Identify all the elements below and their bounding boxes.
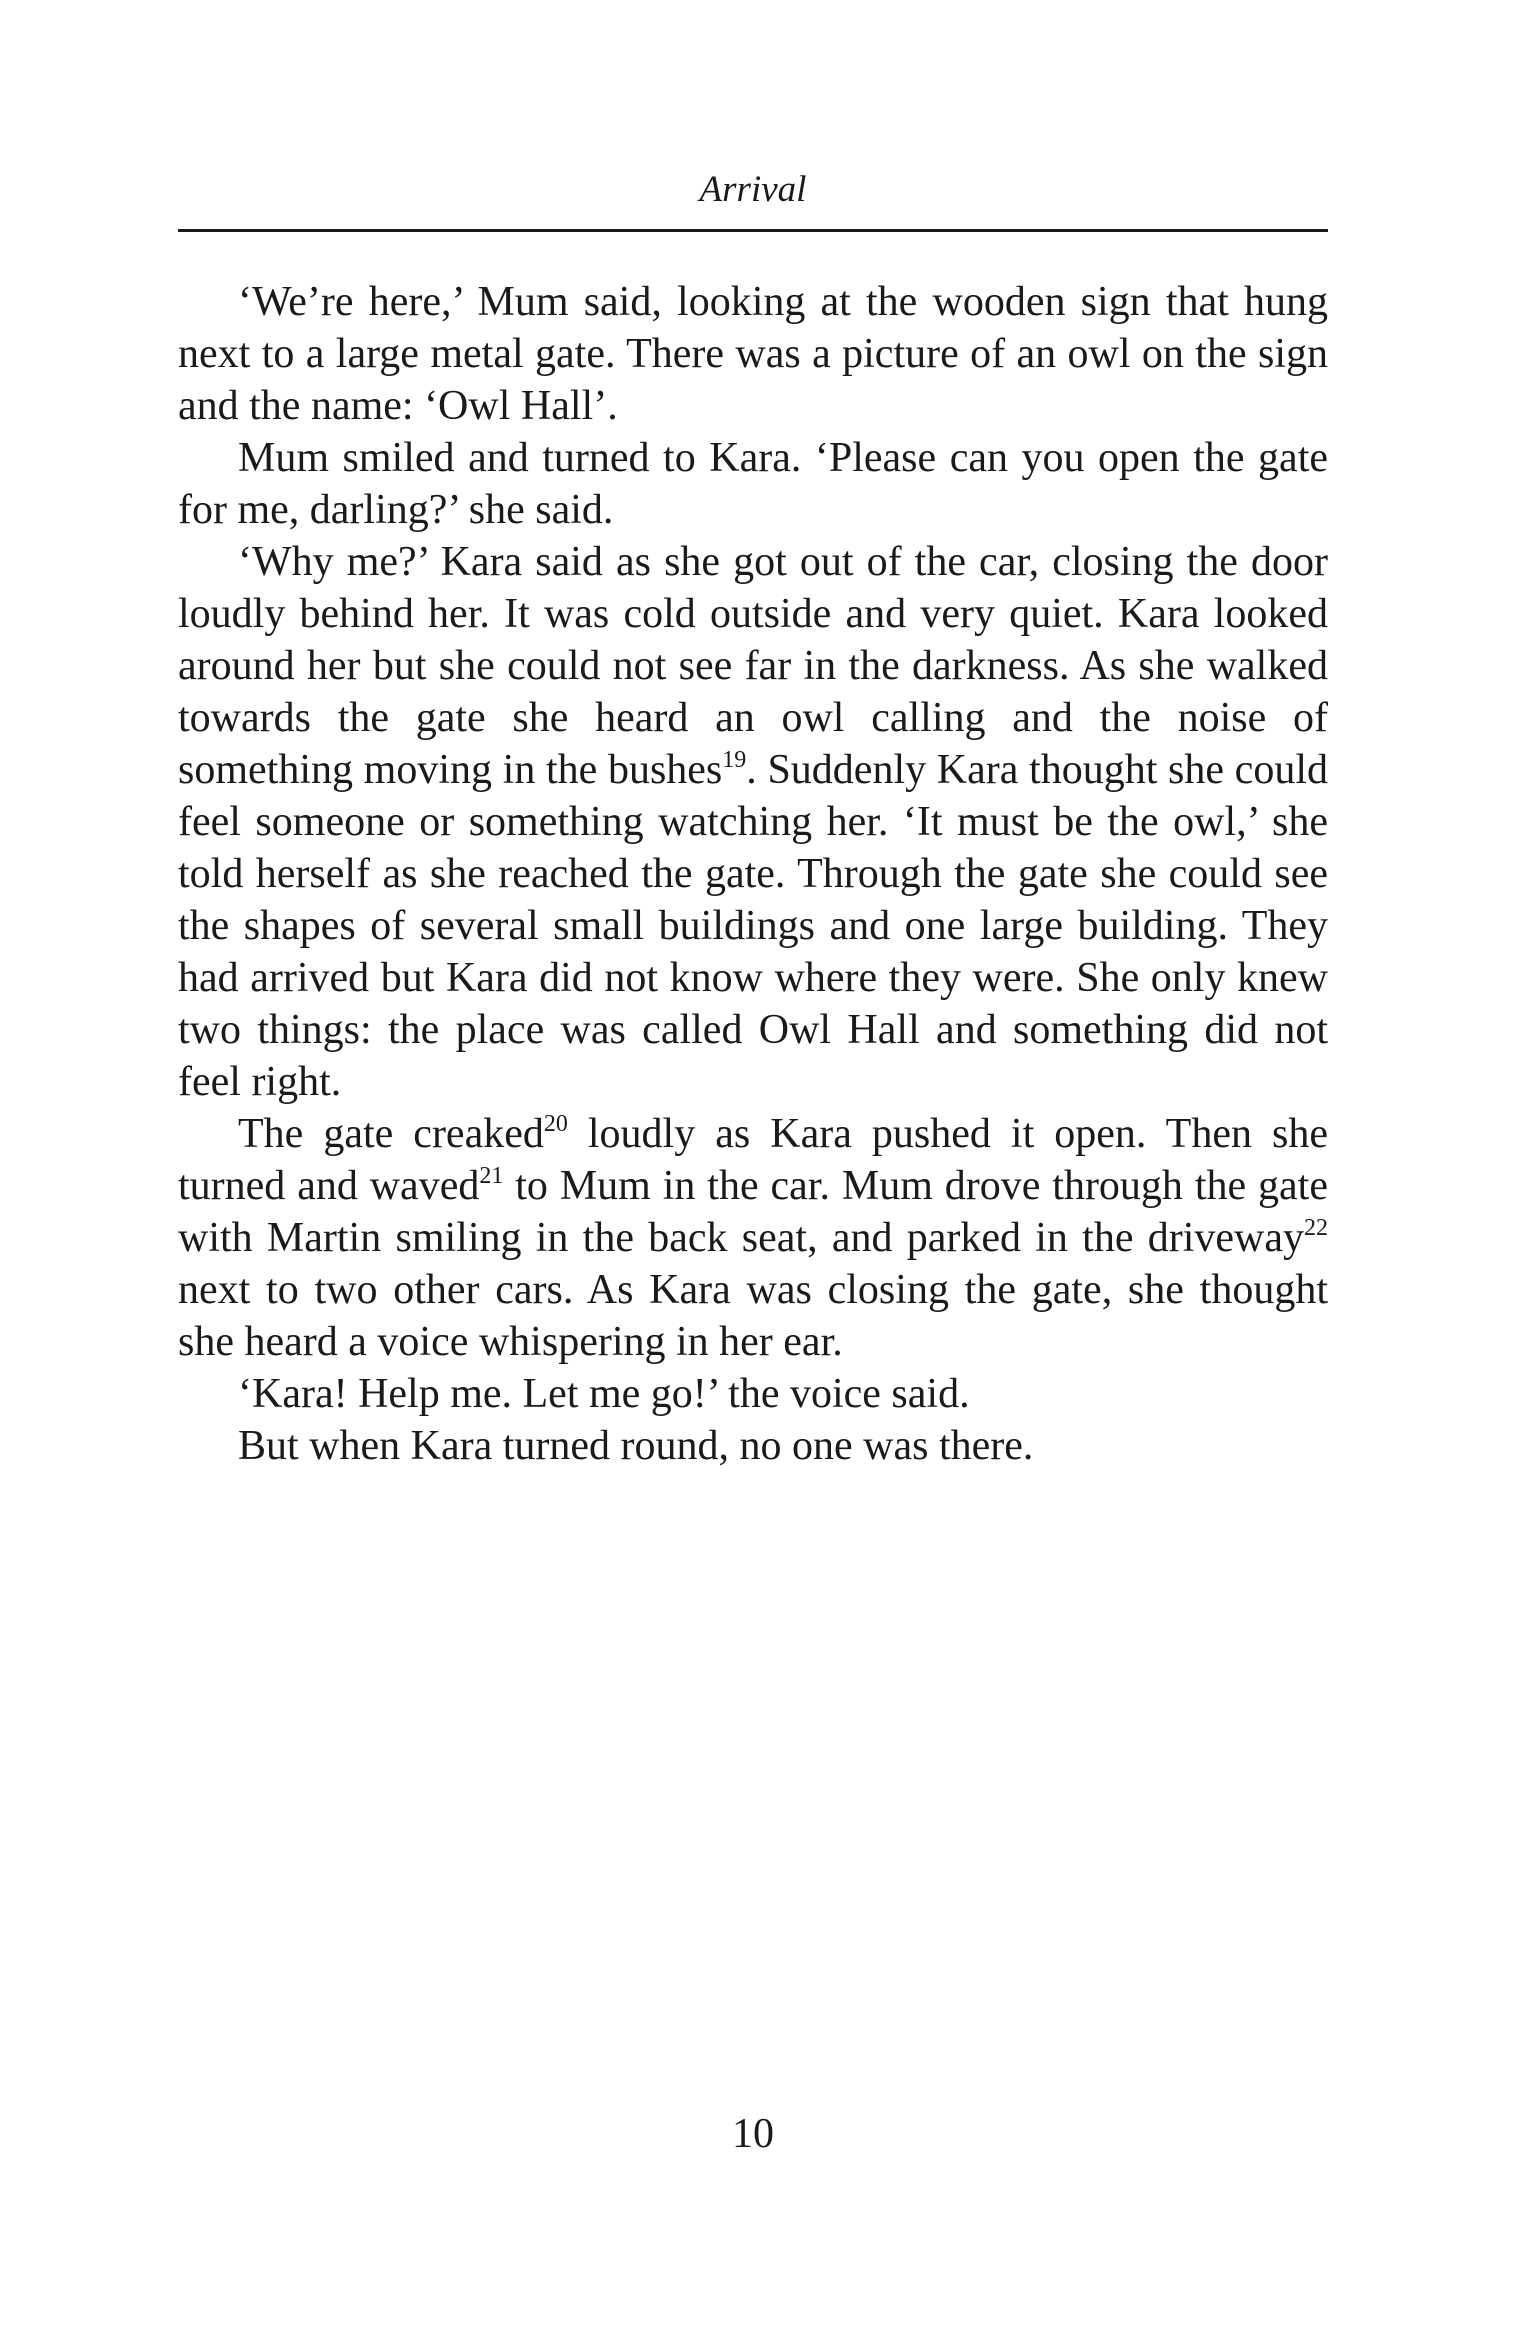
footnote-marker: 22: [1304, 1215, 1328, 1241]
text-run: next to two other cars. As Kara was closing the gate, she thought she heard a voice whispering in her ear.: [178, 1267, 1328, 1365]
text-run: Mum smiled and turned to Kara. ‘Please can you open the gate for me, darling?’ she said.: [178, 435, 1328, 533]
body-text: [178, 276, 1328, 1472]
text-run: ‘Why me?’ Kara said as she got out of the car, closing the door loudly behind her. It was cold outside and very quiet. Kara looked around her but she could not see far in the darkness. As she walked towards the gate she heard an owl calling and the noise of something moving in the bushes: [178, 539, 1328, 793]
footnote-marker: 21: [479, 1163, 504, 1189]
paragraph: [178, 1108, 1328, 1368]
page-number: 10: [732, 2111, 774, 2157]
text-run: to Mum in the car. Mum drove through the gate with Martin smiling in the back seat, and parked in the driveway: [178, 1163, 1328, 1261]
text-run: ‘Kara! Help me. Let me go!’ the voice said.: [238, 1371, 970, 1417]
paragraph: [178, 276, 1328, 432]
footnote-marker: 20: [543, 1111, 568, 1137]
paragraph: [178, 536, 1328, 1108]
header-rule: [178, 229, 1328, 232]
footnote-marker: 19: [722, 747, 747, 773]
text-run: The gate creaked: [238, 1111, 544, 1157]
text-run: But when Kara turned round, no one was there.: [238, 1423, 1034, 1469]
running-head: Arrival: [699, 169, 807, 210]
paragraph: [178, 1368, 1328, 1420]
paragraph: [178, 432, 1328, 536]
text-run: . Suddenly Kara thought she could feel someone or something watching her. ‘It must be the owl,’ she told herself as she reached the gate. Through the gate she could see the shapes of several small buildings and one large building. They had arrived but Kara did not know where they were. She only knew two things: the place was called Owl Hall and something did not feel right.: [178, 747, 1328, 1105]
text-run: ‘We’re here,’ Mum said, looking at the wooden sign that hung next to a large metal gate. There was a picture of an owl on the sign and the name: ‘Owl Hall’.: [178, 279, 1328, 429]
paragraph: [178, 1420, 1328, 1472]
text-run: loudly as Kara pushed it open. Then she turned and waved: [178, 1111, 1328, 1209]
